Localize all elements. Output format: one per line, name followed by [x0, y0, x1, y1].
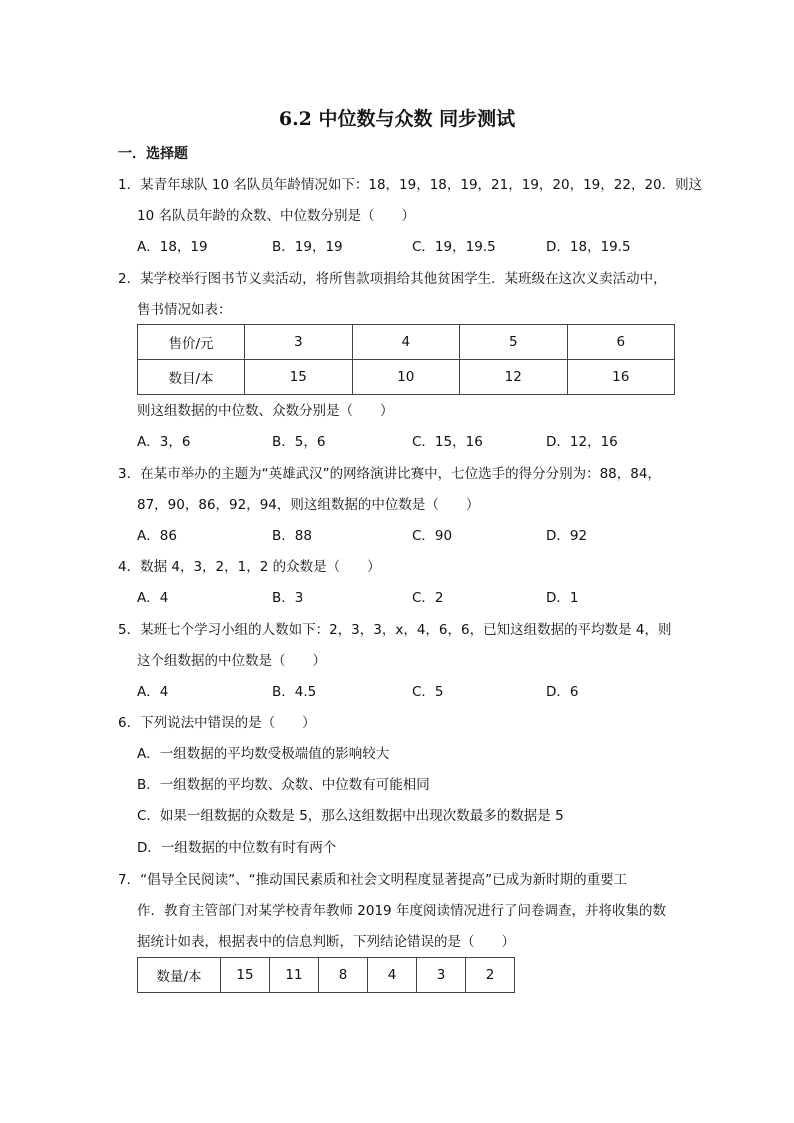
question-4-option-d: D．1: [546, 590, 579, 606]
table-row: [138, 958, 515, 993]
question-3-line-2: 87，90，86，92，94，则这组数据的中位数是（ ）: [137, 497, 480, 513]
table-cell: 11: [270, 958, 319, 993]
table-row: [138, 360, 675, 395]
question-2-line-1: 2．某学校举行图书节义卖活动，将所售款项捐给其他贫困学生．某班级在这次义卖活动中，: [118, 271, 667, 287]
question-3-option-b: B．88: [272, 528, 312, 544]
table-cell: 3: [417, 958, 466, 993]
question-4-option-a: A．4: [137, 590, 169, 606]
section-heading: 一．选择题: [118, 146, 188, 162]
question-5-line-2: 这个组数据的中位数是（ ）: [137, 653, 326, 669]
question-6-option-c: C．如果一组数据的众数是 5，那么这组数据中出现次数最多的数据是 5: [137, 808, 564, 824]
table-cell: 10: [352, 360, 460, 395]
table-cell: 8: [319, 958, 368, 993]
question-6-option-d: D．一组数据的中位数有时有两个: [137, 840, 337, 856]
question-2-line-2: 售书情况如表：: [137, 302, 232, 318]
table-cell: 15: [245, 360, 353, 395]
question-1-line-2: 10 名队员年龄的众数、中位数分别是（ ）: [137, 208, 415, 224]
question-7-table: [137, 957, 515, 993]
table-cell: 16: [567, 360, 675, 395]
table-cell: 3: [245, 325, 353, 360]
question-5-line-1: 5．某班七个学习小组的人数如下：2，3，3，x，4，6，6，已知这组数据的平均数是 4，则: [118, 622, 672, 638]
question-2-option-a: A．3，6: [137, 434, 191, 450]
question-2-table: [137, 324, 675, 395]
question-7-line-3: 据统计如表，根据表中的信息判断，下列结论错误的是（ ）: [137, 934, 515, 950]
question-4-line-1: 4．数据 4，3，2，1，2 的众数是（ ）: [118, 559, 381, 575]
question-6-option-a: A．一组数据的平均数受极端值的影响较大: [137, 746, 390, 762]
question-4-option-b: B．3: [272, 590, 304, 606]
table-cell: 4: [352, 325, 460, 360]
question-5-option-a: A．4: [137, 684, 169, 700]
table-cell: 数目/本: [138, 360, 245, 395]
table-cell: 4: [368, 958, 417, 993]
question-4-option-c: C．2: [412, 590, 444, 606]
question-5-option-d: D．6: [546, 684, 579, 700]
table-cell: 12: [460, 360, 568, 395]
question-1-option-c: C．19，19.5: [412, 239, 496, 255]
question-2-option-b: B．5，6: [272, 434, 326, 450]
question-1-option-d: D．18，19.5: [546, 239, 631, 255]
question-2-line-3: 则这组数据的中位数、众数分别是（ ）: [137, 403, 394, 419]
question-3-option-c: C．90: [412, 528, 453, 544]
question-7-line-2: 作．教育主管部门对某学校青年教师 2019 年度阅读情况进行了问卷调查，并将收集的数: [137, 903, 666, 919]
question-2-option-c: C．15，16: [412, 434, 483, 450]
question-6-option-b: B．一组数据的平均数、众数、中位数有可能相同: [137, 777, 430, 793]
question-3-line-1: 3．在某市举办的主题为“英雄武汉”的网络演讲比赛中，七位选手的得分分别为：88，84，: [118, 466, 661, 482]
table-cell: 售价/元: [138, 325, 245, 360]
question-3-option-d: D．92: [546, 528, 588, 544]
table-cell: 2: [466, 958, 515, 993]
question-1-option-b: B．19，19: [272, 239, 343, 255]
table-cell: 数量/本: [138, 958, 221, 993]
question-6-line-1: 6．下列说法中错误的是（ ）: [118, 715, 316, 731]
table-cell: 15: [221, 958, 270, 993]
question-1-line-1: 1．某青年球队 10 名队员年龄情况如下：18，19，18，19，21，19，20，19，22，20．则这: [118, 177, 703, 193]
question-7-line-1: 7．“倡导全民阅读”、“推动国民素质和社会文明程度显著提高”已成为新时期的重要工: [118, 872, 628, 888]
question-5-option-c: C．5: [412, 684, 444, 700]
question-3-option-a: A．86: [137, 528, 177, 544]
table-cell: 6: [567, 325, 675, 360]
question-5-option-b: B．4.5: [272, 684, 317, 700]
page-title: 6.2 中位数与众数 同步测试: [278, 108, 516, 130]
question-1-option-a: A．18，19: [137, 239, 208, 255]
table-row: [138, 325, 675, 360]
question-2-option-d: D．12，16: [546, 434, 618, 450]
table-cell: 5: [460, 325, 568, 360]
